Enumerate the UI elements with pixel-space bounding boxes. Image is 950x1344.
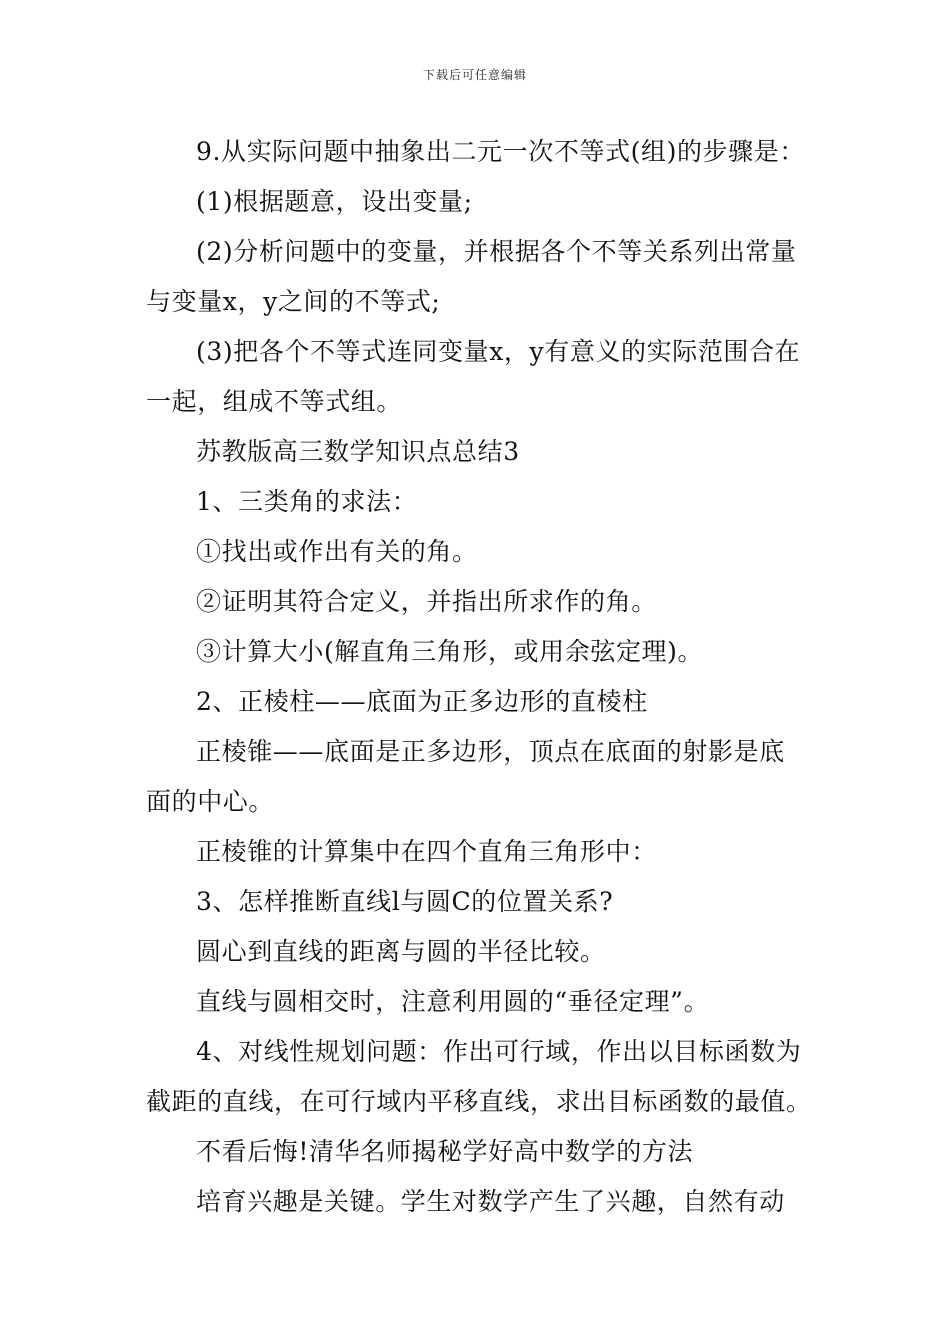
text-line: 4、对线性规划问题：作出可行域，作出以目标函数为 <box>196 1037 802 1066</box>
text-line: 圆心到直线的距离与圆的半径比较。 <box>196 937 606 966</box>
page-header: 下载后可任意编辑 <box>422 68 527 82</box>
text-line: 3、怎样推断直线l与圆C的位置关系? <box>196 887 614 916</box>
text-line: (2)分析问题中的变量，并根据各个不等关系列出常量 <box>196 237 797 266</box>
text-line: ③计算大小(解直角三角形，或用余弦定理)。 <box>196 637 704 666</box>
text-line: 9.从实际问题中抽象出二元一次不等式(组)的步骤是： <box>196 137 805 166</box>
text-line: (1)根据题意，设出变量; <box>196 187 473 216</box>
text-line: ②证明其符合定义，并指出所求作的角。 <box>196 587 657 616</box>
section-heading: 苏教版高三数学知识点总结3 <box>196 437 520 466</box>
text-line: 面的中心。 <box>146 787 275 816</box>
text-line: 一起，组成不等式组。 <box>146 387 403 416</box>
text-line: 正棱锥——底面是正多边形，顶点在底面的射影是底 <box>196 737 785 766</box>
text-line: 正棱锥的计算集中在四个直角三角形中： <box>196 837 657 866</box>
text-line: 截距的直线，在可行域内平移直线，求出目标函数的最值。 <box>146 1087 812 1116</box>
text-line: 1、三类角的求法： <box>196 487 418 516</box>
document-body <box>146 127 812 1227</box>
text-line: 与变量x，y之间的不等式; <box>146 287 441 316</box>
section-heading: 不看后悔!清华名师揭秘学好高中数学的方法 <box>196 1137 694 1166</box>
text-line: 2、正棱柱——底面为正多边形的直棱柱 <box>196 687 648 716</box>
text-line: ①找出或作出有关的角。 <box>196 537 478 566</box>
text-line: 直线与圆相交时，注意利用圆的“垂径定理”。 <box>196 987 710 1016</box>
text-line: 培育兴趣是关键。学生对数学产生了兴趣，自然有动 <box>196 1187 785 1216</box>
text-line: (3)把各个不等式连同变量x，y有意义的实际范围合在 <box>196 337 801 366</box>
